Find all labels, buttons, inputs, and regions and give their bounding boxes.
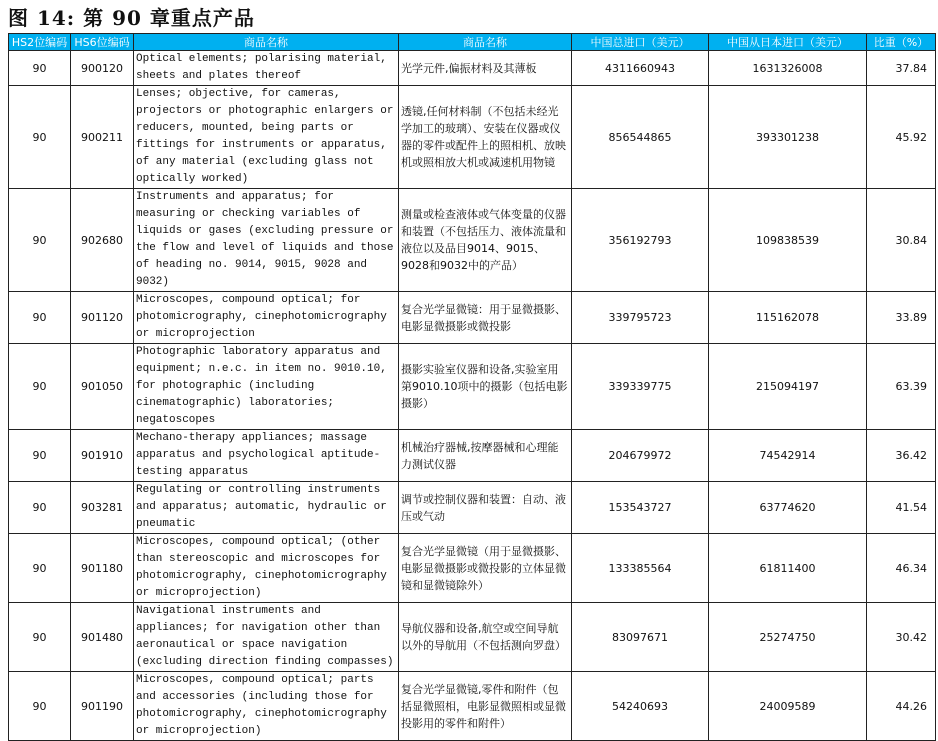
total-import-cell: 339795723 [572,292,709,344]
share-cell: 30.42 [867,603,936,672]
name-en-cell: Photographic laboratory apparatus and equipment; n.e.c. in item no. 9010.10, for photographic (including cinematographic) laboratories; negatoscopes [134,344,399,430]
share-cell: 36.42 [867,430,936,482]
header-name-en: 商品名称 [134,34,399,51]
hs6-cell: 902680 [71,189,134,292]
hs6-cell: 901910 [71,430,134,482]
table-row [9,482,936,534]
share-cell: 37.84 [867,51,936,86]
hs2-cell: 90 [9,189,71,292]
name-en-cell: Regulating or controlling instruments and apparatus; automatic, hydraulic or pneumatic [134,482,399,534]
name-zh-cell: 摄影实验室仪器和设备,实验室用第9010.10项中的摄影（包括电影摄影） [399,344,572,430]
table-row [9,86,936,189]
hs6-cell: 901190 [71,672,134,741]
hs2-cell: 90 [9,292,71,344]
name-zh-cell: 复合光学显微镜：用于显微摄影、电影显微摄影或微投影 [399,292,572,344]
japan-import-cell: 1631326008 [709,51,867,86]
share-cell: 30.84 [867,189,936,292]
name-zh-cell: 测量或检查液体或气体变量的仪器和装置（不包括压力、液体流量和液位以及品目9014、9015、9028和9032中的产品） [399,189,572,292]
name-en-cell: Microscopes, compound optical; (other than stereoscopic and microscopes for photomicrography, cinephotomicrography or microprojection) [134,534,399,603]
share-cell: 46.34 [867,534,936,603]
hs6-cell: 903281 [71,482,134,534]
table-row [9,430,936,482]
header-hs2: HS2位编码 [9,34,71,51]
name-zh-cell: 调节或控制仪器和装置：自动、液压或气动 [399,482,572,534]
name-en-cell: Navigational instruments and appliances; for navigation other than aeronautical or space navigation (excluding direction finding compasses) [134,603,399,672]
hs6-cell: 900211 [71,86,134,189]
header-total-import: 中国总进口（美元） [572,34,709,51]
hs6-cell: 901120 [71,292,134,344]
figure-title: 图 14: 第 90 章重点产品 [8,6,255,30]
japan-import-cell: 74542914 [709,430,867,482]
hs2-cell: 90 [9,86,71,189]
share-cell: 63.39 [867,344,936,430]
name-zh-cell: 复合光学显微镜（用于显微摄影、电影显微摄影或微投影的立体显微镜和显微镜除外） [399,534,572,603]
header-hs6: HS6位编码 [71,34,134,51]
table-row [9,672,936,741]
share-cell: 41.54 [867,482,936,534]
name-en-cell: Optical elements; polarising material, sheets and plates thereof [134,51,399,86]
japan-import-cell: 25274750 [709,603,867,672]
hs2-cell: 90 [9,534,71,603]
japan-import-cell: 109838539 [709,189,867,292]
japan-import-cell: 61811400 [709,534,867,603]
japan-import-cell: 24009589 [709,672,867,741]
total-import-cell: 204679972 [572,430,709,482]
hs6-cell: 901050 [71,344,134,430]
hs6-cell: 901480 [71,603,134,672]
total-import-cell: 339339775 [572,344,709,430]
hs2-cell: 90 [9,51,71,86]
name-zh-cell: 导航仪器和设备,航空或空间导航以外的导航用（不包括测向罗盘） [399,603,572,672]
products-table [8,33,936,741]
table-row [9,603,936,672]
hs2-cell: 90 [9,344,71,430]
total-import-cell: 54240693 [572,672,709,741]
table-row [9,344,936,430]
header-share: 比重（%） [867,34,936,51]
japan-import-cell: 115162078 [709,292,867,344]
name-en-cell: Instruments and apparatus; for measuring or checking variables of liquids or gases (excluding pressure or the flow and level of liquids and those of heading no. 9014, 9015, 9028 and 9032) [134,189,399,292]
table-row [9,51,936,86]
hs2-cell: 90 [9,482,71,534]
share-cell: 45.92 [867,86,936,189]
total-import-cell: 83097671 [572,603,709,672]
header-japan-import: 中国从日本进口（美元） [709,34,867,51]
name-zh-cell: 透镜,任何材料制（不包括未经光学加工的玻璃）、安装在仪器或仪器的零件或配件上的照相机、放映机或照相放大机或减速机用物镜 [399,86,572,189]
header-name-zh: 商品名称 [399,34,572,51]
name-en-cell: Mechano-therapy appliances; massage apparatus and psychological aptitude-testing apparatus [134,430,399,482]
total-import-cell: 133385564 [572,534,709,603]
name-zh-cell: 光学元件,偏振材料及其薄板 [399,51,572,86]
japan-import-cell: 215094197 [709,344,867,430]
table-row [9,534,936,603]
total-import-cell: 356192793 [572,189,709,292]
japan-import-cell: 63774620 [709,482,867,534]
total-import-cell: 4311660943 [572,51,709,86]
total-import-cell: 856544865 [572,86,709,189]
share-cell: 33.89 [867,292,936,344]
hs6-cell: 901180 [71,534,134,603]
hs2-cell: 90 [9,603,71,672]
hs2-cell: 90 [9,672,71,741]
header-row [9,34,936,51]
name-en-cell: Lenses; objective, for cameras, projectors or photographic enlargers or reducers, mounted, being parts or fittings for instruments or apparatus, of any material (excluding glass not optically worked) [134,86,399,189]
table-row [9,292,936,344]
hs2-cell: 90 [9,430,71,482]
japan-import-cell: 393301238 [709,86,867,189]
name-en-cell: Microscopes, compound optical; for photomicrography, cinephotomicrography or microprojection [134,292,399,344]
table-row [9,189,936,292]
name-zh-cell: 复合光学显微镜,零件和附件（包括显微照相，电影显微照相或显微投影用的零件和附件） [399,672,572,741]
name-zh-cell: 机械治疗器械,按摩器械和心理能力测试仪器 [399,430,572,482]
name-en-cell: Microscopes, compound optical; parts and accessories (including those for photomicrography, cinephotomicrography or microprojection) [134,672,399,741]
share-cell: 44.26 [867,672,936,741]
total-import-cell: 153543727 [572,482,709,534]
hs6-cell: 900120 [71,51,134,86]
